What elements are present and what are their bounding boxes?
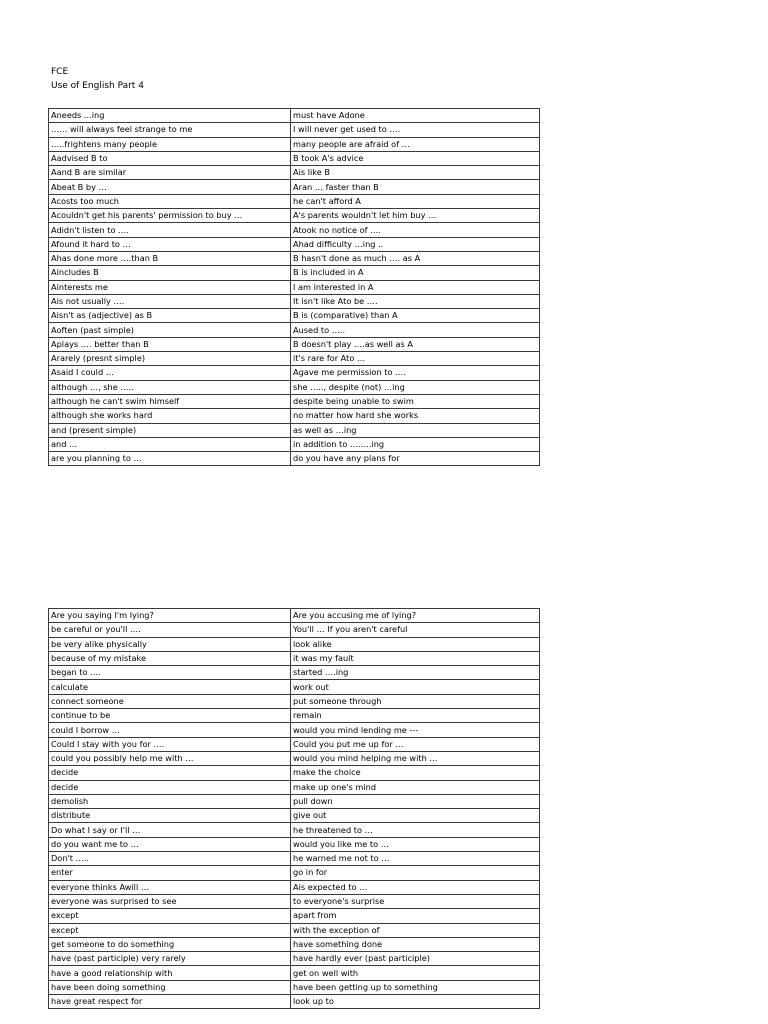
equivalent-phrase-cell: apart from (291, 909, 540, 923)
table-row (49, 637, 540, 651)
equivalent-phrase-cell: must have Adone (291, 109, 540, 123)
original-phrase-cell: Ais not usually …. (49, 294, 291, 308)
equivalent-phrase-cell: he can't afford A (291, 194, 540, 208)
original-phrase-cell: Are you saying I'm lying? (49, 609, 291, 623)
table-row (49, 366, 540, 380)
equivalent-phrase-cell: work out (291, 680, 540, 694)
table-row (49, 237, 540, 251)
transformation-table-2 (48, 608, 540, 1009)
equivalent-phrase-cell: it's rare for Ato … (291, 352, 540, 366)
table-row (49, 694, 540, 708)
equivalent-phrase-cell: B took A's advice (291, 151, 540, 165)
table-row (49, 651, 540, 665)
transformation-table-1 (48, 108, 540, 466)
original-phrase-cell: and (present simple) (49, 423, 291, 437)
original-phrase-cell: began to …. (49, 666, 291, 680)
original-phrase-cell: Aand B are similar (49, 166, 291, 180)
equivalent-phrase-cell: Ais like B (291, 166, 540, 180)
original-phrase-cell: do you want me to … (49, 837, 291, 851)
table-row (49, 995, 540, 1009)
table-row (49, 609, 540, 623)
original-phrase-cell: …..frightens many people (49, 137, 291, 151)
original-phrase-cell: Acouldn't get his parents' permission to buy … (49, 209, 291, 223)
table-row (49, 309, 540, 323)
table-row (49, 952, 540, 966)
original-phrase-cell: although he can't swim himself (49, 394, 291, 408)
equivalent-phrase-cell: remain (291, 709, 540, 723)
table-row (49, 909, 540, 923)
equivalent-phrase-cell: make up one's mind (291, 780, 540, 794)
original-phrase-cell: distribute (49, 809, 291, 823)
equivalent-phrase-cell: make the choice (291, 766, 540, 780)
table-row (49, 837, 540, 851)
equivalent-phrase-cell: B doesn't play ….as well as A (291, 337, 540, 351)
original-phrase-cell: Aincludes B (49, 266, 291, 280)
equivalent-phrase-cell: he warned me not to … (291, 852, 540, 866)
table-row (49, 109, 540, 123)
table-row (49, 266, 540, 280)
table-row (49, 294, 540, 308)
original-phrase-cell: Ainterests me (49, 280, 291, 294)
equivalent-phrase-cell: have been getting up to something (291, 980, 540, 994)
equivalent-phrase-cell: I am interested in A (291, 280, 540, 294)
equivalent-phrase-cell: many people are afraid of … (291, 137, 540, 151)
table-row (49, 166, 540, 180)
original-phrase-cell: decide (49, 766, 291, 780)
equivalent-phrase-cell: look up to (291, 995, 540, 1009)
equivalent-phrase-cell: have hardly ever (past participle) (291, 952, 540, 966)
table-row (49, 751, 540, 765)
table-row (49, 352, 540, 366)
equivalent-phrase-cell: Could you put me up for … (291, 737, 540, 751)
table-row (49, 137, 540, 151)
original-phrase-cell: although she works hard (49, 409, 291, 423)
table-row (49, 409, 540, 423)
original-phrase-cell: although …, she ….. (49, 380, 291, 394)
equivalent-phrase-cell: to everyone's surprise (291, 894, 540, 908)
equivalent-phrase-cell: would you mind helping me with … (291, 751, 540, 765)
table-row (49, 123, 540, 137)
original-phrase-cell: Aisn't as (adjective) as B (49, 309, 291, 323)
table-row (49, 280, 540, 294)
equivalent-phrase-cell: Aused to ….. (291, 323, 540, 337)
original-phrase-cell: decide (49, 780, 291, 794)
equivalent-phrase-cell: Aran … faster than B (291, 180, 540, 194)
equivalent-phrase-cell: pull down (291, 794, 540, 808)
equivalent-phrase-cell: B hasn't done as much …. as A (291, 251, 540, 265)
original-phrase-cell: except (49, 923, 291, 937)
equivalent-phrase-cell: Agave me permission to …. (291, 366, 540, 380)
table-row (49, 394, 540, 408)
original-phrase-cell: Aneeds ...ing (49, 109, 291, 123)
equivalent-phrase-cell: have something done (291, 937, 540, 951)
equivalent-phrase-cell: would you like me to … (291, 837, 540, 851)
table-row (49, 880, 540, 894)
table-row (49, 866, 540, 880)
equivalent-phrase-cell: Are you accusing me of lying? (291, 609, 540, 623)
original-phrase-cell: demolish (49, 794, 291, 808)
table-row (49, 737, 540, 751)
original-phrase-cell: continue to be (49, 709, 291, 723)
table-row (49, 894, 540, 908)
original-phrase-cell: Aplays …. better than B (49, 337, 291, 351)
original-phrase-cell: Afound it hard to … (49, 237, 291, 251)
table-row (49, 937, 540, 951)
original-phrase-cell: Asaid I could … (49, 366, 291, 380)
equivalent-phrase-cell: You'll … If you aren't careful (291, 623, 540, 637)
table-row (49, 337, 540, 351)
original-phrase-cell: enter (49, 866, 291, 880)
equivalent-phrase-cell: would you mind lending me --- (291, 723, 540, 737)
original-phrase-cell: Acosts too much (49, 194, 291, 208)
original-phrase-cell: Could I stay with you for …. (49, 737, 291, 751)
table-row (49, 151, 540, 165)
original-phrase-cell: and … (49, 437, 291, 451)
equivalent-phrase-cell: look alike (291, 637, 540, 651)
table-row (49, 923, 540, 937)
equivalent-phrase-cell: Atook no notice of …. (291, 223, 540, 237)
original-phrase-cell: Do what I say or I'll … (49, 823, 291, 837)
original-phrase-cell: have a good relationship with (49, 966, 291, 980)
table-row (49, 709, 540, 723)
table-row (49, 323, 540, 337)
equivalent-phrase-cell: he threatened to … (291, 823, 540, 837)
equivalent-phrase-cell: get on well with (291, 966, 540, 980)
table-row (49, 223, 540, 237)
table-row (49, 823, 540, 837)
equivalent-phrase-cell: it was my fault (291, 651, 540, 665)
equivalent-phrase-cell: It isn't like Ato be …. (291, 294, 540, 308)
original-phrase-cell: Ararely (presnt simple) (49, 352, 291, 366)
table-row (49, 623, 540, 637)
original-phrase-cell: except (49, 909, 291, 923)
original-phrase-cell: get someone to do something (49, 937, 291, 951)
original-phrase-cell: have great respect for (49, 995, 291, 1009)
table-row (49, 980, 540, 994)
table-row (49, 680, 540, 694)
original-phrase-cell: connect someone (49, 694, 291, 708)
table-row (49, 766, 540, 780)
table-row (49, 809, 540, 823)
table-row (49, 966, 540, 980)
equivalent-phrase-cell: go in for (291, 866, 540, 880)
equivalent-phrase-cell: despite being unable to swim (291, 394, 540, 408)
equivalent-phrase-cell: A's parents wouldn't let him buy … (291, 209, 540, 223)
original-phrase-cell: have (past participle) very rarely (49, 952, 291, 966)
original-phrase-cell: have been doing something (49, 980, 291, 994)
original-phrase-cell: Adidn't listen to …. (49, 223, 291, 237)
equivalent-phrase-cell: I will never get used to …. (291, 123, 540, 137)
table-row (49, 180, 540, 194)
table-row (49, 452, 540, 466)
equivalent-phrase-cell: Ahad difficulty …ing .. (291, 237, 540, 251)
original-phrase-cell: Aoften (past simple) (49, 323, 291, 337)
original-phrase-cell: be very alike physically (49, 637, 291, 651)
table-row (49, 194, 540, 208)
original-phrase-cell: Ahas done more ….than B (49, 251, 291, 265)
table-row (49, 380, 540, 394)
equivalent-phrase-cell: put someone through (291, 694, 540, 708)
table-row (49, 666, 540, 680)
table-row (49, 852, 540, 866)
original-phrase-cell: could you possibly help me with … (49, 751, 291, 765)
table-row (49, 209, 540, 223)
equivalent-phrase-cell: give out (291, 809, 540, 823)
equivalent-phrase-cell: as well as …ing (291, 423, 540, 437)
equivalent-phrase-cell: in addition to ……..ing (291, 437, 540, 451)
original-phrase-cell: because of my mistake (49, 651, 291, 665)
original-phrase-cell: everyone was surprised to see (49, 894, 291, 908)
equivalent-phrase-cell: with the exception of (291, 923, 540, 937)
original-phrase-cell: could I borrow … (49, 723, 291, 737)
original-phrase-cell: Abeat B by … (49, 180, 291, 194)
table-row (49, 723, 540, 737)
original-phrase-cell: Aadvised B to (49, 151, 291, 165)
table-row (49, 437, 540, 451)
original-phrase-cell: everyone thinks Awill … (49, 880, 291, 894)
original-phrase-cell: calculate (49, 680, 291, 694)
equivalent-phrase-cell: do you have any plans for (291, 452, 540, 466)
equivalent-phrase-cell: no matter how hard she works (291, 409, 540, 423)
equivalent-phrase-cell: she ….., despite (not) …ing (291, 380, 540, 394)
document-title: FCE (51, 67, 69, 77)
table-row (49, 423, 540, 437)
equivalent-phrase-cell: started ….ing (291, 666, 540, 680)
equivalent-phrase-cell: Ais expected to … (291, 880, 540, 894)
original-phrase-cell: Don't ….. (49, 852, 291, 866)
equivalent-phrase-cell: B is (comparative) than A (291, 309, 540, 323)
table-row (49, 780, 540, 794)
equivalent-phrase-cell: B is included in A (291, 266, 540, 280)
table-row (49, 251, 540, 265)
original-phrase-cell: …… will always feel strange to me (49, 123, 291, 137)
original-phrase-cell: are you planning to … (49, 452, 291, 466)
original-phrase-cell: be careful or you'll …. (49, 623, 291, 637)
table-row (49, 794, 540, 808)
document-subtitle: Use of English Part 4 (51, 81, 144, 91)
